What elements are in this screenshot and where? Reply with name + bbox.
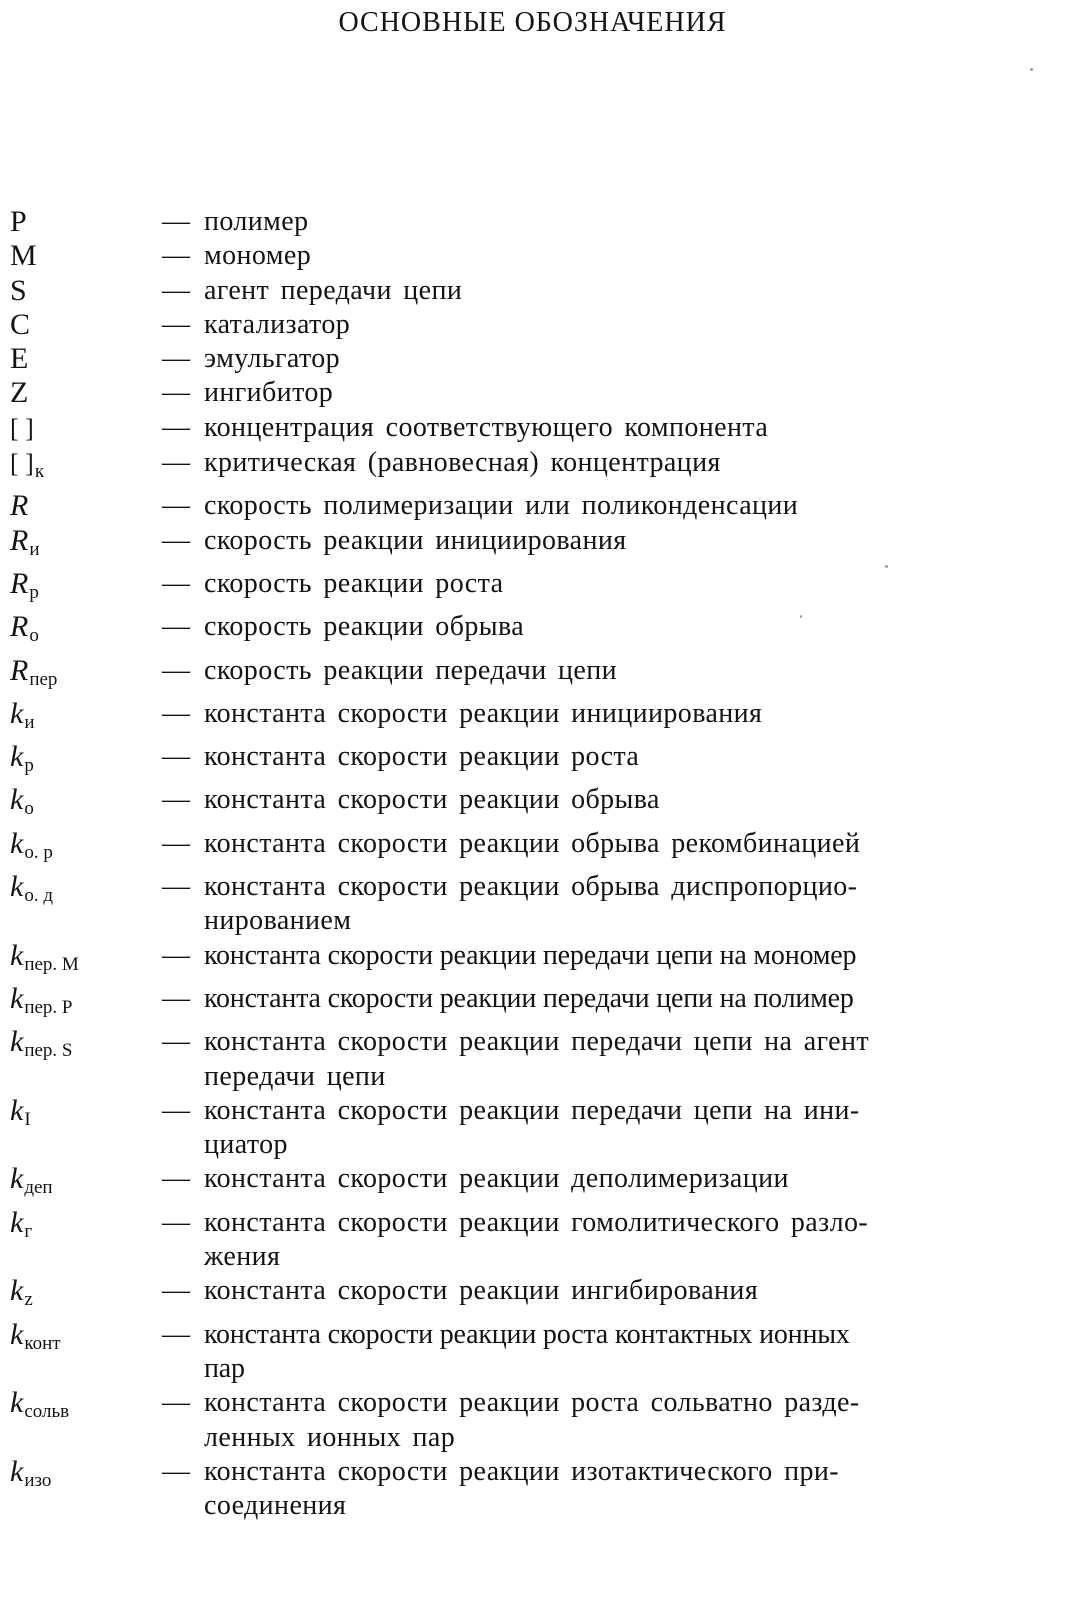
symbol-subscript: и	[24, 711, 35, 733]
scan-speck	[1030, 68, 1033, 71]
notation-description	[204, 308, 1040, 342]
em-dash: —	[162, 871, 190, 903]
notation-description	[204, 274, 1040, 308]
notation-row	[10, 308, 1040, 342]
notation-symbol	[10, 1455, 162, 1498]
em-dash: —	[162, 377, 190, 409]
notation-description	[204, 1025, 1040, 1094]
symbol-base: k	[10, 1454, 24, 1488]
notation-symbol	[10, 1094, 162, 1137]
notation-row	[10, 697, 1040, 740]
notation-symbol	[10, 411, 162, 446]
description-line: константа скорости реакции передачи цепи на ини-	[204, 1094, 860, 1126]
notation-description	[204, 376, 1040, 410]
symbol-base: k	[10, 1274, 24, 1308]
description-continuation: передачи цепи	[204, 1060, 386, 1092]
notation-row	[10, 827, 1040, 870]
em-dash: —	[162, 343, 190, 375]
em-dash: —	[162, 490, 190, 522]
symbol-subscript: z	[24, 1289, 33, 1311]
em-dash: —	[162, 1455, 190, 1487]
notation-description	[204, 489, 1040, 523]
notation-row	[10, 740, 1040, 783]
notation-row	[10, 1206, 1040, 1275]
description-line: константа скорости реакции передачи цепи на мономер	[204, 939, 857, 971]
notation-description	[204, 939, 1040, 973]
symbol-base: R	[10, 566, 29, 600]
symbol-base: k	[10, 696, 24, 730]
symbol-base: E	[10, 342, 29, 376]
notation-description	[204, 524, 1040, 558]
notation-symbol	[10, 982, 162, 1025]
symbol-subscript: конт	[24, 1332, 61, 1354]
description-continuation: нированием	[204, 905, 352, 937]
symbol-subscript: р	[29, 581, 39, 603]
notation-row	[10, 1386, 1040, 1455]
notation-row	[10, 239, 1040, 273]
notation-row	[10, 205, 1040, 239]
description-line: константа скорости реакции гомолитического разло-	[204, 1206, 869, 1238]
em-dash: —	[162, 1163, 190, 1195]
notation-row	[10, 342, 1040, 376]
em-dash: —	[162, 697, 190, 729]
notation-description	[204, 697, 1040, 731]
em-dash: —	[162, 524, 190, 556]
symbol-base: [ ]	[10, 413, 34, 443]
notation-description	[204, 870, 1040, 939]
notation-row	[10, 1162, 1040, 1205]
notation-description	[204, 446, 1040, 480]
description-line: концентрация соответствующего компонента	[204, 411, 769, 443]
scan-speck	[800, 615, 802, 618]
notation-symbol	[10, 740, 162, 783]
description-line: эмульгатор	[204, 343, 341, 375]
notation-symbol	[10, 1386, 162, 1429]
notation-symbol	[10, 489, 162, 523]
description-line: мономер	[204, 240, 312, 272]
symbol-base: k	[10, 783, 24, 817]
notation-symbol	[10, 939, 162, 982]
em-dash: —	[162, 611, 190, 643]
description-line: константа скорости реакции ингибирования	[204, 1275, 759, 1307]
notation-symbol	[10, 376, 162, 410]
symbol-base: k	[10, 1162, 24, 1196]
description-line: скорость реакции роста	[204, 567, 504, 599]
notation-row	[10, 1274, 1040, 1317]
description-continuation: жения	[204, 1241, 281, 1273]
notation-description	[204, 1274, 1040, 1308]
symbol-base: R	[10, 653, 29, 687]
description-line: ингибитор	[204, 377, 334, 409]
notation-description	[204, 1206, 1040, 1275]
notation-description	[204, 1162, 1040, 1196]
notation-symbol	[10, 308, 162, 342]
symbol-base: Z	[10, 376, 29, 410]
symbol-base: k	[10, 1205, 24, 1239]
em-dash: —	[162, 1318, 190, 1350]
notation-row	[10, 1025, 1040, 1094]
description-line: константа скорости реакции деполимеризации	[204, 1163, 789, 1195]
description-line: константа скорости реакции изотактического при-	[204, 1455, 839, 1487]
symbol-subscript: пер	[29, 668, 58, 690]
notation-description	[204, 982, 1040, 1016]
symbol-base: k	[10, 826, 24, 860]
em-dash: —	[162, 982, 190, 1014]
notation-description	[204, 610, 1040, 644]
notation-row	[10, 654, 1040, 697]
em-dash: —	[162, 784, 190, 816]
description-line: константа скорости реакции инициирования	[204, 697, 763, 729]
notation-row	[10, 567, 1040, 610]
notation-description	[204, 1386, 1040, 1455]
em-dash: —	[162, 567, 190, 599]
symbol-subscript: изо	[24, 1469, 52, 1491]
notation-description	[204, 1455, 1040, 1524]
notation-symbol	[10, 610, 162, 653]
notation-description	[204, 654, 1040, 688]
symbol-base: [ ]	[10, 449, 34, 479]
em-dash: —	[162, 274, 190, 306]
em-dash: —	[162, 654, 190, 686]
scan-speck	[885, 565, 888, 568]
notation-symbol	[10, 446, 162, 489]
em-dash: —	[162, 827, 190, 859]
symbol-subscript: г	[24, 1220, 33, 1242]
notation-symbol	[10, 654, 162, 697]
notation-description	[204, 239, 1040, 273]
description-continuation: пар	[204, 1352, 245, 1384]
description-line: константа скорости реакции обрыва	[204, 784, 660, 816]
notation-description	[204, 567, 1040, 601]
notation-description	[204, 783, 1040, 817]
em-dash: —	[162, 1387, 190, 1419]
description-continuation: циатор	[204, 1129, 288, 1161]
em-dash: —	[162, 939, 190, 971]
symbol-subscript: р	[24, 755, 34, 777]
notation-symbol	[10, 1206, 162, 1249]
em-dash: —	[162, 447, 190, 479]
em-dash: —	[162, 206, 190, 237]
notation-list	[10, 205, 1040, 1523]
description-line: агент передачи цепи	[204, 274, 463, 306]
description-line: константа скорости реакции роста	[204, 741, 640, 773]
notation-symbol	[10, 827, 162, 870]
notation-symbol	[10, 1274, 162, 1317]
notation-row	[10, 1318, 1040, 1387]
notation-row	[10, 376, 1040, 410]
description-line: константа скорости реакции передачи цепи на полимер	[204, 982, 854, 1014]
em-dash: —	[162, 1026, 190, 1058]
page-title: ОСНОВНЫЕ ОБОЗНАЧЕНИЯ	[338, 7, 727, 38]
notation-description	[204, 827, 1040, 861]
notation-row	[10, 870, 1040, 939]
symbol-base: k	[10, 1317, 24, 1351]
notation-description	[204, 1318, 1040, 1387]
symbol-base: S	[10, 273, 27, 307]
symbol-subscript: I	[24, 1108, 31, 1130]
notation-symbol	[10, 342, 162, 376]
symbol-base: P	[10, 205, 27, 238]
em-dash: —	[162, 1275, 190, 1307]
notation-symbol	[10, 1318, 162, 1361]
symbol-subscript: к	[34, 461, 45, 483]
description-line: скорость реакции обрыва	[204, 611, 525, 643]
symbol-base: k	[10, 740, 24, 774]
symbol-base: k	[10, 870, 24, 904]
description-line: катализатор	[204, 308, 351, 340]
symbol-subscript: о. д	[24, 885, 53, 907]
description-continuation: соединения	[204, 1490, 347, 1522]
notation-description	[204, 740, 1040, 774]
notation-description	[204, 342, 1040, 376]
notation-symbol	[10, 697, 162, 740]
notation-row	[10, 610, 1040, 653]
notation-row	[10, 783, 1040, 826]
notation-row	[10, 411, 1040, 446]
description-line: скорость реакции инициирования	[204, 524, 627, 556]
notation-symbol	[10, 205, 162, 239]
em-dash: —	[162, 1094, 190, 1126]
symbol-base: k	[10, 1093, 24, 1127]
em-dash: —	[162, 1206, 190, 1238]
notation-symbol	[10, 783, 162, 826]
notation-row	[10, 489, 1040, 523]
notation-symbol	[10, 239, 162, 273]
symbol-base: M	[10, 239, 37, 273]
symbol-base: k	[10, 1025, 24, 1059]
symbol-base: k	[10, 1386, 24, 1420]
notation-symbol	[10, 1025, 162, 1068]
notation-description	[204, 411, 1040, 445]
description-continuation: ленных ионных пар	[204, 1421, 456, 1453]
em-dash: —	[162, 411, 190, 443]
description-line: константа скорости реакции обрыва рекомбинацией	[204, 827, 861, 859]
symbol-subscript: пер. S	[24, 1040, 73, 1062]
notation-description	[204, 205, 1040, 239]
symbol-subscript: о	[29, 625, 39, 647]
symbol-subscript: и	[29, 538, 40, 560]
symbol-subscript: о. р	[24, 841, 53, 863]
notation-row	[10, 939, 1040, 982]
notation-row	[10, 982, 1040, 1025]
symbol-subscript: о	[24, 798, 34, 820]
symbol-base: C	[10, 307, 31, 341]
notation-symbol	[10, 274, 162, 308]
description-line: константа скорости реакции роста сольватно разде-	[204, 1387, 860, 1419]
notation-row	[10, 1094, 1040, 1163]
symbol-subscript: пер. Р	[24, 996, 73, 1018]
notation-row	[10, 524, 1040, 567]
description-line: скорость полимеризации или поликонденсации	[204, 490, 799, 522]
notation-row	[10, 274, 1040, 308]
symbol-subscript: деп	[24, 1177, 53, 1199]
em-dash: —	[162, 741, 190, 773]
em-dash: —	[162, 240, 190, 272]
description-line: критическая (равновесная) концентрация	[204, 447, 721, 479]
symbol-base: k	[10, 981, 24, 1015]
notation-symbol	[10, 524, 162, 567]
notation-row	[10, 446, 1040, 489]
symbol-base: k	[10, 938, 24, 972]
description-line: скорость реакции передачи цепи	[204, 654, 617, 686]
notation-description	[204, 1094, 1040, 1163]
symbol-base: R	[10, 610, 29, 644]
description-line: константа скорости реакции передачи цепи на агент	[204, 1026, 869, 1058]
symbol-base: R	[10, 523, 29, 557]
symbol-subscript: пер. М	[24, 953, 79, 975]
notation-symbol	[10, 870, 162, 913]
notation-row	[10, 1455, 1040, 1524]
em-dash: —	[162, 308, 190, 340]
symbol-subscript: сольв	[24, 1401, 70, 1423]
symbol-base: R	[10, 489, 29, 523]
notation-symbol	[10, 1162, 162, 1205]
description-line: константа скорости реакции роста контактных ионных	[204, 1318, 850, 1350]
notation-symbol	[10, 567, 162, 610]
description-line: полимер	[204, 206, 309, 237]
description-line: константа скорости реакции обрыва диспропорцио-	[204, 871, 858, 903]
